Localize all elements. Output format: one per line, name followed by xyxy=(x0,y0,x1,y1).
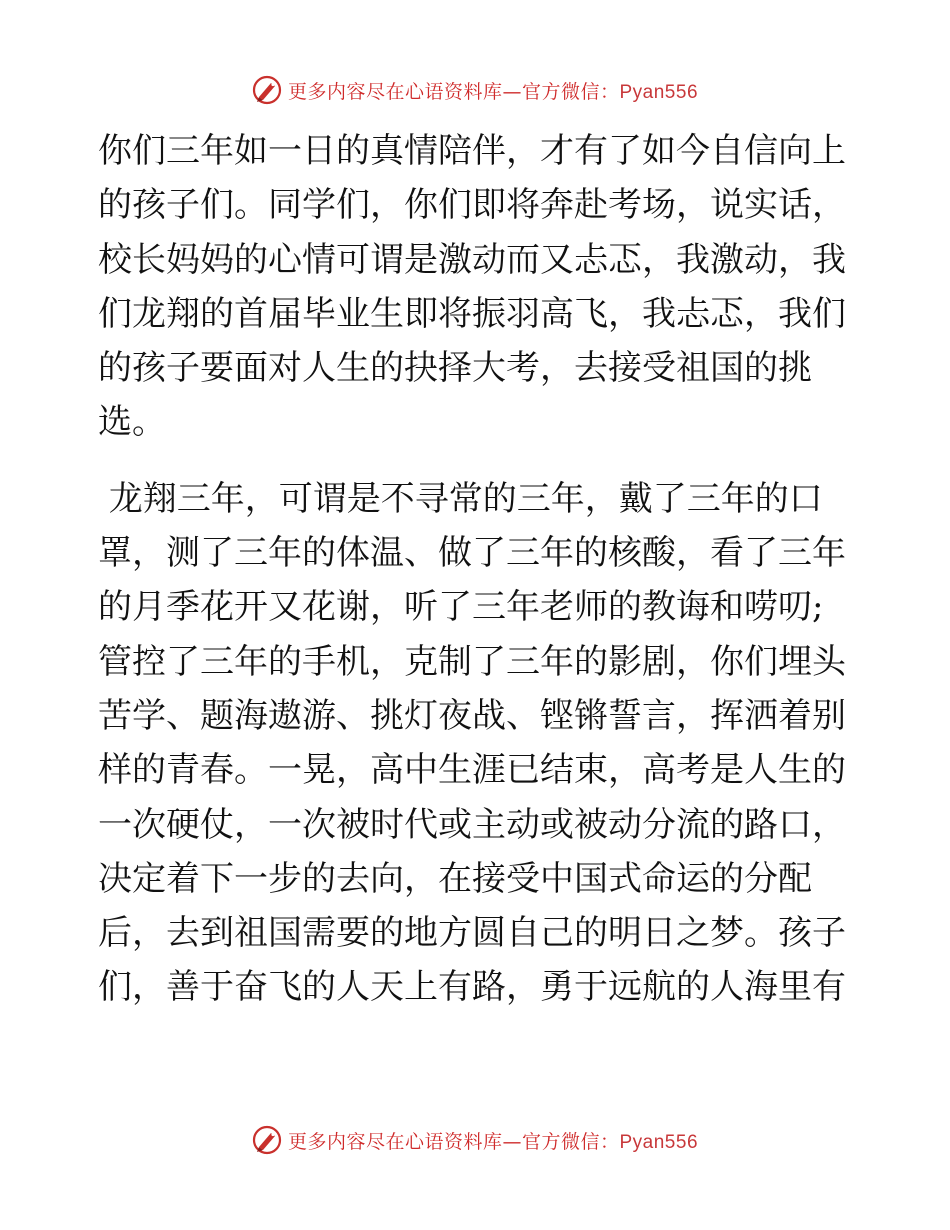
text-line: 的月季花开又花谢，听了三年老师的教诲和唠叨; xyxy=(98,587,824,628)
text-line: 决定着下一步的去向，在接受中国式命运的分配 xyxy=(98,858,812,899)
footer-banner xyxy=(0,1118,950,1162)
text-line: 管控了三年的手机，克制了三年的影剧，你们埋头 xyxy=(98,641,846,682)
header-banner-wechat-id: Pyan556 xyxy=(619,81,699,103)
text-line: 校长妈妈的心情可谓是激动而又忐忑，我激动，我 xyxy=(98,239,846,280)
footer-banner-wechat-id: Pyan556 xyxy=(619,1131,699,1153)
header-banner-sep: — xyxy=(502,80,522,103)
pen-logo-icon xyxy=(252,75,282,105)
text-line: 们龙翔的首届毕业生即将振羽高飞，我忐忑，我们 xyxy=(98,293,846,334)
header-banner-main: 更多内容尽在心语资料库 xyxy=(287,80,503,103)
text-line: 罩，测了三年的体温、做了三年的核酸，看了三年 xyxy=(98,533,846,574)
footer-banner-wechat-label: 官方微信： xyxy=(521,1130,620,1153)
text-line: 龙翔三年，可谓是不寻常的三年，戴了三年的口 xyxy=(98,478,823,519)
text-line: 们，善于奋飞的人天上有路，勇于远航的人海里有 xyxy=(98,967,846,1008)
paragraph-2 xyxy=(98,472,854,1015)
text-line: 后，去到祖国需要的地方圆自己的明日之梦。孩子 xyxy=(98,913,846,954)
text-line: 你们三年如一日的真情陪伴，才有了如今自信向上 xyxy=(98,131,846,171)
text-line: 选。 xyxy=(98,402,166,443)
header-banner-wechat-label: 官方微信： xyxy=(521,80,620,103)
paragraph-1 xyxy=(98,124,854,450)
text-line: 苦学、题海遨游、挑灯夜战、铿锵誓言，挥洒着别 xyxy=(98,695,846,736)
paragraph-gap xyxy=(98,450,854,472)
footer-banner-text xyxy=(288,1127,698,1154)
footer-banner-sep: — xyxy=(502,1130,522,1153)
text-line: 的孩子要面对人生的抉择大考，去接受祖国的挑 xyxy=(98,348,812,389)
footer-banner-main: 更多内容尽在心语资料库 xyxy=(287,1130,503,1153)
text-line: 的孩子们。同学们，你们即将奔赴考场，说实话， xyxy=(98,185,846,226)
header-banner xyxy=(0,68,950,112)
header-banner-text xyxy=(288,77,698,104)
text-line: 样的青春。一晃，高中生涯已结束，高考是人生的 xyxy=(98,750,846,791)
pen-logo-icon xyxy=(252,1125,282,1155)
document-body xyxy=(98,124,854,1015)
text-line: 一次硬仗，一次被时代或主动或被动分流的路口， xyxy=(98,804,846,845)
